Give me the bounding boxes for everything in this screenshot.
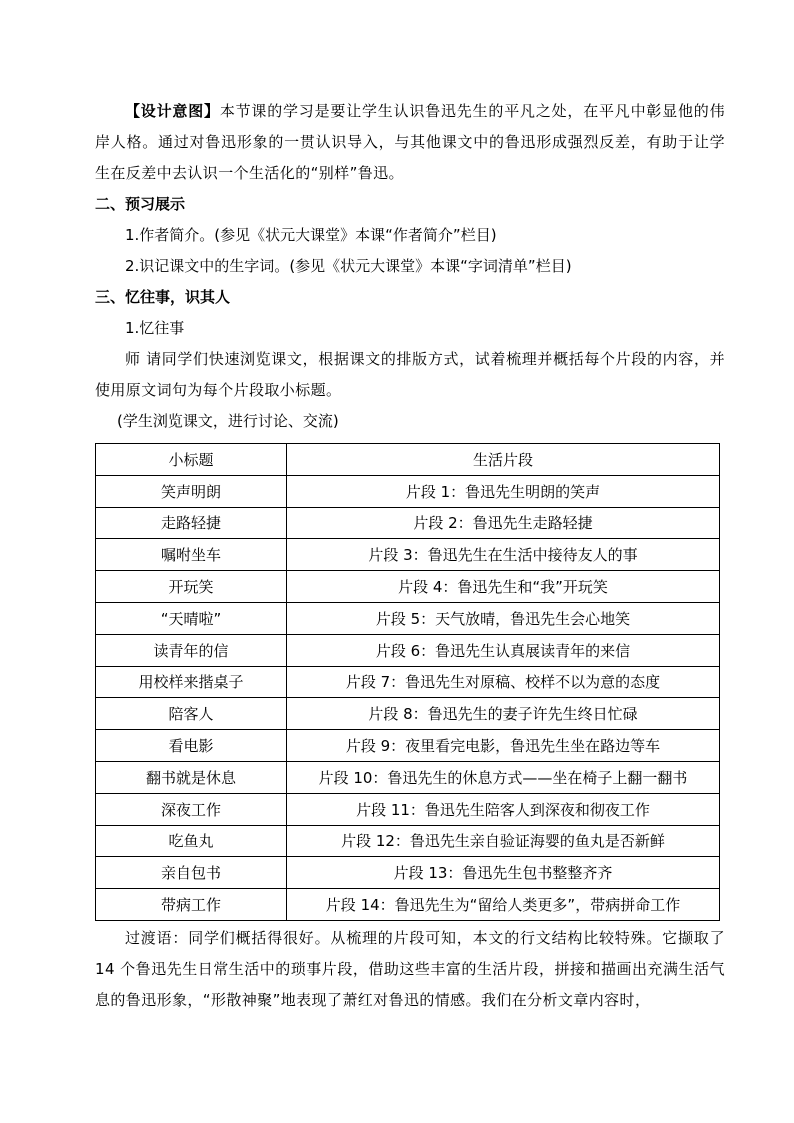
subtitle-cell: 亲自包书: [96, 857, 287, 889]
fragment-table: [95, 443, 720, 921]
design-intent-paragraph: [95, 96, 725, 189]
subtitle-cell: 用校样来揩桌子: [96, 666, 287, 698]
fragment-cell: 片段 5：天气放晴，鲁迅先生会心地笑: [287, 602, 720, 634]
subtitle-cell: 走路轻捷: [96, 507, 287, 539]
teacher-instruction: 师 请同学们快速浏览课文，根据课文的排版方式，试着梳理并概括每个片段的内容，并使用原文词句为每个片段取小标题。: [95, 350, 725, 399]
table-row: [96, 698, 720, 730]
student-activity-note: (学生浏览课文，进行讨论、交流): [117, 412, 339, 430]
table-row: [96, 761, 720, 793]
table-row: [96, 857, 720, 889]
table-row: [96, 507, 720, 539]
table-row: [96, 634, 720, 666]
table-body: [96, 475, 720, 920]
fragment-cell: 片段 13：鲁迅先生包书整整齐齐: [287, 857, 720, 889]
table-row: [96, 889, 720, 921]
design-intent-text: 本节课的学习是要让学生认识鲁迅先生的平凡之处，在平凡中彰显他的伟岸人格。通过对鲁迅形象的一贯认识导入，与其他课文中的鲁迅形成强烈反差，有助于让学生在反差中去认识一个生活化的“别样”鲁迅。: [95, 102, 726, 182]
transition-paragraph: 过渡语：同学们概括得很好。从梳理的片段可知，本文的行文结构比较特殊。它撷取了 14 个鲁迅先生日常生活中的琐事片段，借助这些丰富的生活片段，拼接和描画出充满生活气息的鲁迅形象，“形散神聚”地表现了萧红对鲁迅的情感。我们在分析文章内容时，: [95, 928, 725, 1009]
subtitle-cell: 笑声明朗: [96, 475, 287, 507]
preview-item-1: 1.作者简介。(参见《状元大课堂》本课“作者简介”栏目): [125, 226, 497, 244]
subtitle-cell: 带病工作: [96, 889, 287, 921]
fragment-cell: 片段 1：鲁迅先生明朗的笑声: [287, 475, 720, 507]
table-row: [96, 602, 720, 634]
table-row: [96, 571, 720, 603]
design-intent-label: 【设计意图】: [125, 102, 220, 120]
subtitle-cell: 吃鱼丸: [96, 825, 287, 857]
subtitle-cell: 看电影: [96, 730, 287, 762]
subtitle-cell: 嘱咐坐车: [96, 539, 287, 571]
header-subtitle: 小标题: [96, 444, 287, 476]
fragment-cell: 片段 11：鲁迅先生陪客人到深夜和彻夜工作: [287, 793, 720, 825]
section-2-title: 二、预习展示: [95, 195, 186, 213]
table-row: [96, 730, 720, 762]
fragment-cell: 片段 2：鲁迅先生走路轻捷: [287, 507, 720, 539]
table-row: [96, 539, 720, 571]
subtitle-cell: 翻书就是休息: [96, 761, 287, 793]
subsection-recall-title: 1.忆往事: [125, 319, 185, 337]
fragment-cell: 片段 10：鲁迅先生的休息方式——坐在椅子上翻一翻书: [287, 761, 720, 793]
subtitle-cell: 读青年的信: [96, 634, 287, 666]
subtitle-cell: 开玩笑: [96, 571, 287, 603]
fragment-cell: 片段 9：夜里看完电影，鲁迅先生坐在路边等车: [287, 730, 720, 762]
subtitle-cell: 深夜工作: [96, 793, 287, 825]
table-header-row: [96, 444, 720, 476]
fragment-cell: 片段 3：鲁迅先生在生活中接待友人的事: [287, 539, 720, 571]
subtitle-cell: “天晴啦”: [96, 602, 287, 634]
section-3-title: 三、忆往事，识其人: [95, 288, 231, 306]
header-life-fragment: 生活片段: [287, 444, 720, 476]
preview-item-2: 2.识记课文中的生字词。(参见《状元大课堂》本课“字词清单”栏目): [125, 257, 572, 275]
table-row: [96, 666, 720, 698]
subtitle-cell: 陪客人: [96, 698, 287, 730]
table-row: [96, 793, 720, 825]
fragment-cell: 片段 4：鲁迅先生和“我”开玩笑: [287, 571, 720, 603]
fragment-cell: 片段 8：鲁迅先生的妻子许先生终日忙碌: [287, 698, 720, 730]
fragment-cell: 片段 6：鲁迅先生认真展读青年的来信: [287, 634, 720, 666]
table-row: [96, 475, 720, 507]
fragment-cell: 片段 14：鲁迅先生为“留给人类更多”，带病拼命工作: [287, 889, 720, 921]
fragment-cell: 片段 7：鲁迅先生对原稿、校样不以为意的态度: [287, 666, 720, 698]
document-page: [95, 96, 725, 1016]
fragment-cell: 片段 12：鲁迅先生亲自验证海婴的鱼丸是否新鲜: [287, 825, 720, 857]
table-row: [96, 825, 720, 857]
